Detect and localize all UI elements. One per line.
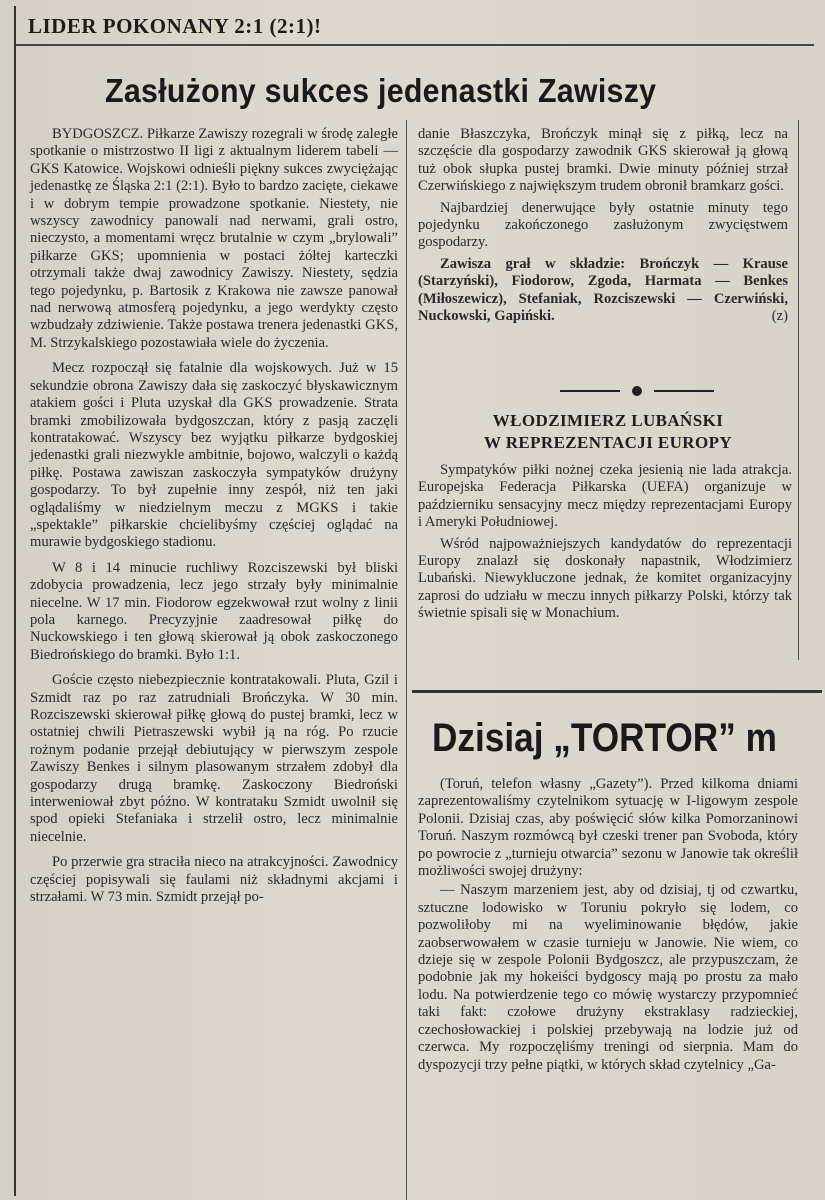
- kicker-underline: [16, 44, 814, 46]
- team-lineup: [418, 256, 788, 326]
- section-rule: [412, 690, 822, 693]
- column-divider: [406, 120, 407, 1200]
- left-column-rule: [14, 6, 16, 1196]
- column-divider-right: [798, 120, 799, 660]
- ornament-line-right: [654, 390, 714, 392]
- lubanski-headline-line-1: WŁODZIMIERZ LUBAŃSKI: [492, 411, 724, 430]
- lubanski-headline: [418, 410, 798, 454]
- lubanski-article: [418, 462, 792, 627]
- article-paragraph: Po przerwie gra straciła nieco na atrakcyjności. Zawodnicy częściej popisywali się faulami niż składnymi akcjami i strzałami. W 73 min. Szmidt przejął po-: [30, 854, 398, 906]
- article-paragraph: — Naszym marzeniem jest, aby od dzisiaj, tj od czwartku, sztuczne lodowisko w Toruniu pokryło się lodem, co pozwoliłoby mi na wyeliminowanie błędów, jakie zaobserwowałem w czasie turnieju w Janowie. Nie wiem, co dzieje się w zespole Polonii Bydgoszcz, ale przypuszczam, że podobnie jak my hokeiści bydgoscy mają po prostu za mało lodu. Na potwierdzenie tego co mówię wystarczy przypomnieć taki fakt: czołowe drużyny ekstraklasy radzieckiej, czechosłowackiej i polskiej przebywają na lodzie już od czerwca. My rozpoczęliśmy treningi od sierpnia. Mam do dyspozycji trzy pełne piątki, w których skład czytelnicy „Ga-: [418, 882, 798, 1073]
- article-headline: Zasłużony sukces jedenastki Zawiszy: [105, 72, 657, 109]
- article-paragraph: Wśród najpoważniejszych kandydatów do reprezentacji Europy znalazł się doskonały napastnik, Włodzimierz Lubański. Niewykluczone jednak, że komitet organizacyjny zaprosi do udziału w meczu innych piłkarzy Polski, którzy tak świetnie spisali się w Monachium.: [418, 535, 792, 622]
- article-paragraph: danie Błaszczyka, Brończyk minął się z piłką, lecz na szczęście dla gospodarzy zawodnik GKS skierował ją głową tuż obok słupka pustej bramki. Dwie minuty później strzał Czerwińskiego z największym trudem obronił bramkarz gości.: [418, 126, 788, 195]
- ornament-dot: [632, 386, 642, 396]
- section-ornament: [560, 386, 720, 396]
- article-paragraph: Goście często niebezpiecznie kontratakowali. Pluta, Gzil i Szmidt raz po raz zatrudniali Brończyka. W 30 min. Rozciszewski skierował piłkę głową do pustej bramki, lecz w ostatniej chwili Pietraszewski wybił ją na róg. Po rzucie rożnym podanie przejął debiutujący w pierwszym zespole Zawiszy Benkes i silnym plasowanym strzałem zdobył dla gospodarzy drugą bramkę. Zaskoczony Biedroński interweniował zbyt późno. W kontrataku Szmidt uwolnił się spod opieki Stefaniaka i strzelił ostro, lecz minimalnie niecelnie.: [30, 672, 398, 845]
- author-signature: (z): [771, 308, 788, 325]
- lubanski-headline-line-2: W REPREZENTACJI EUROPY: [483, 433, 733, 452]
- article-paragraph: BYDGOSZCZ. Piłkarze Zawiszy rozegrali w środę zaległe spotkanie o mistrzostwo II ligi z aktualnym liderem tabeli — GKS Katowice. Wojskowi odnieśli piękny sukces zwyciężając jedenastkę ze Śląska 2:1 (2:1). Było to bardzo zacięte, ciekawe i w dobrym tempie prowadzone spotkanie. Niestety, nie wszyscy zawodnicy panowali nad nerwami, grali ostro, nieczysto, a momentami wręcz brutalnie w czym „brylowali” piłkarze GKS; upomnienia w postaci żółtej karteczki otrzymali także dwaj zawodnicy Zawiszy. Niestety, sędzia tego pojedynku, p. Bartosik z Krakowa nie zawsze panował nad nerwową atmosferą pojedynku, a jego werdykty często wzbudzały zdziwienie. Także postawa trenera jedenastki GKS, M. Strzykalskiego pozostawiała wiele do życzenia.: [30, 126, 398, 351]
- article-paragraph: (Toruń, telefon własny „Gazety”). Przed kilkoma dniami zaprezentowaliśmy czytelnikom sytuację w I-ligowym zespole Polonii. Dzisiaj czas, aby poświęcić słów kilka Pomorzaninowi Toruń. Naszym rozmówcą był czeski trener pan Svoboda, który po powrocie z „turnieju otwarcia” sezonu w Janowie tak określił możliwości swojej drużyny:: [418, 776, 798, 880]
- article-paragraph: Sympatyków piłki nożnej czeka jesienią nie lada atrakcja. Europejska Federacja Piłkarska (UEFA) organizuje w październiku sensacyjny mecz między reprezentacjami Europy i Ameryki Południowej.: [418, 462, 792, 531]
- article-paragraph: Mecz rozpoczął się fatalnie dla wojskowych. Już w 15 sekundzie obrona Zawiszy dała się zaskoczyć błyskawicznym atakiem gości i Pluta uzyskał dla GKS prowadzenie. Strata bramki zmobilizowała bydgoszczan, który z pasją zaczęli kontratakować. Wszyscy bez wyjątku piłkarze bydgoskiej jedenastki grali niezwykle ambitnie, bojowo, walczyli o każdą piłkę. Postawa zawiszan zaskoczyła sympatyków drużyny gospodarzy. To był zupełnie inny zespół, niż ten jaki oglądaliśmy w niedzielnym meczu z MGKS i takie „spektakle” piłkarskie chcielibyśmy częściej oglądać na murawie bydgoskiego stadionu.: [30, 360, 398, 551]
- article-kicker: LIDER POKONANY 2:1 (2:1)!: [28, 14, 322, 38]
- tortor-headline: Dzisiaj „TORTOR” m: [432, 716, 777, 760]
- article-paragraph: W 8 i 14 minucie ruchliwy Rozciszewski był bliski zdobycia prowadzenia, lecz jego strzały były minimalnie niecelne. W 17 min. Fiodorow egzekwował rzut wolny z linii pola karnego. Precyzyjnie zaadresował piłkę do Nuckowskiego i ten głową skierował ją obok zaskoczonego Biedrońskiego do bramki. Było 1:1.: [30, 559, 398, 663]
- article-column-2: [418, 126, 788, 329]
- tortor-article: [418, 776, 798, 1076]
- ornament-line-left: [560, 390, 620, 392]
- team-lineup-text: Zawisza grał w składzie: Brończyk — Krause (Starzyński), Fiodorow, Zgoda, Harmata — Benkes (Miłoszewicz), Stefaniak, Rozciszewski — Czerwiński, Nuckowski, Gapiński.: [418, 255, 788, 325]
- article-column-1: [30, 126, 398, 914]
- article-paragraph: Najbardziej denerwujące były ostatnie minuty tego pojedynku zakończonego zasłużonym zwycięstwem gospodarzy.: [418, 199, 788, 251]
